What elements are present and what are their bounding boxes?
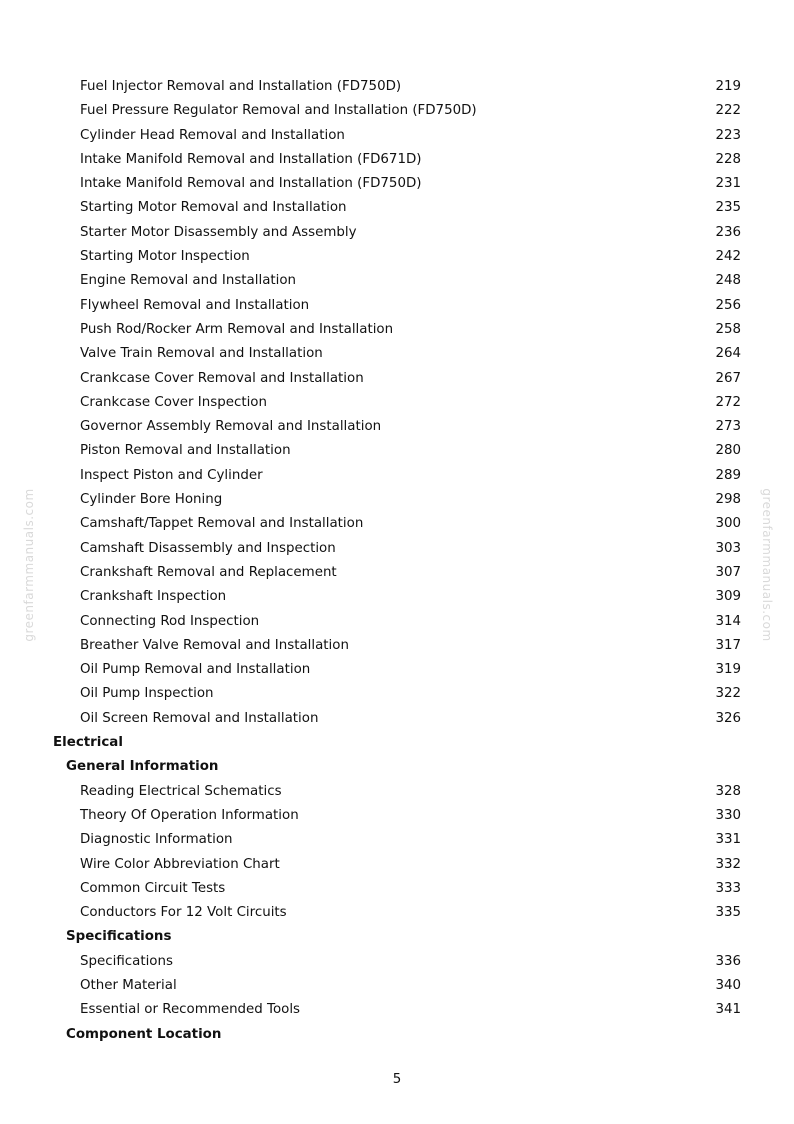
toc-entry-title: Reading Electrical Schematics — [80, 783, 282, 799]
toc-entry-page: 333 — [715, 880, 741, 896]
toc-entry-page: 336 — [715, 953, 741, 969]
toc-entry[interactable] — [0, 561, 794, 585]
toc-entry-page: 322 — [715, 686, 741, 702]
toc-entry-title: Crankshaft Removal and Replacement — [80, 564, 337, 580]
toc-entry[interactable] — [0, 124, 794, 148]
toc-entry[interactable] — [0, 342, 794, 366]
toc-entry-page: 267 — [715, 370, 741, 386]
toc-entry-title: Wire Color Abbreviation Chart — [80, 856, 280, 872]
toc-entry-title: Crankcase Cover Inspection — [80, 394, 267, 410]
toc-entry[interactable] — [0, 512, 794, 536]
toc-entry-page: 314 — [715, 613, 741, 629]
toc-entry-page: 273 — [715, 419, 741, 435]
toc-entry-title: Breather Valve Removal and Installation — [80, 637, 349, 653]
toc-entry-title: Specifications — [66, 929, 172, 945]
toc-entry-title: General Information — [66, 759, 219, 775]
toc-entry[interactable] — [0, 658, 794, 682]
toc-entry-page: 236 — [715, 224, 741, 240]
table-of-contents — [0, 75, 794, 1047]
toc-entry-title: Common Circuit Tests — [80, 880, 226, 896]
toc-entry[interactable] — [0, 901, 794, 925]
toc-entry-page: 340 — [715, 977, 741, 993]
toc-entry[interactable] — [0, 828, 794, 852]
toc-entry[interactable] — [0, 950, 794, 974]
toc-entry-page: 328 — [715, 783, 741, 799]
toc-entry[interactable] — [0, 780, 794, 804]
toc-entry-title: Camshaft/Tappet Removal and Installation — [80, 516, 364, 532]
toc-entry[interactable] — [0, 998, 794, 1022]
toc-entry-title: Starting Motor Inspection — [80, 249, 250, 265]
toc-entry[interactable] — [0, 269, 794, 293]
watermark-left: greenfarmmanuals.com — [22, 488, 36, 642]
toc-entry-title: Conductors For 12 Volt Circuits — [80, 905, 287, 921]
toc-entry-title: Other Material — [80, 977, 177, 993]
toc-entry-page: 228 — [715, 151, 741, 167]
toc-entry[interactable] — [0, 318, 794, 342]
toc-entry-page: 256 — [715, 297, 741, 313]
toc-entry-title: Cylinder Head Removal and Installation — [80, 127, 345, 143]
toc-entry-page: 300 — [715, 516, 741, 532]
toc-entry[interactable] — [0, 804, 794, 828]
toc-entry[interactable] — [0, 464, 794, 488]
toc-entry-title: Piston Removal and Installation — [80, 443, 291, 459]
toc-entry-page: 303 — [715, 540, 741, 556]
toc-entry[interactable] — [0, 294, 794, 318]
toc-entry[interactable] — [0, 99, 794, 123]
toc-entry-title: Push Rod/Rocker Arm Removal and Installation — [80, 321, 394, 337]
toc-entry-title: Governor Assembly Removal and Installation — [80, 419, 382, 435]
toc-entry-page: 242 — [715, 249, 741, 265]
toc-entry[interactable] — [0, 707, 794, 731]
toc-entry-page: 341 — [715, 1002, 741, 1018]
toc-entry-page: 222 — [715, 103, 741, 119]
watermark-right: greenfarmmanuals.com — [760, 488, 774, 642]
toc-entry[interactable] — [0, 853, 794, 877]
toc-entry-title: Camshaft Disassembly and Inspection — [80, 540, 336, 556]
toc-entry-page: 326 — [715, 710, 741, 726]
toc-entry-title: Oil Screen Removal and Installation — [80, 710, 319, 726]
toc-entry[interactable] — [0, 415, 794, 439]
toc-entry-page: 235 — [715, 200, 741, 216]
toc-subsection-heading[interactable] — [0, 1023, 794, 1047]
toc-entry-title: Intake Manifold Removal and Installation (FD671D) — [80, 151, 422, 167]
toc-entry-page: 248 — [715, 273, 741, 289]
toc-entry-page: 231 — [715, 176, 741, 192]
toc-entry-title: Flywheel Removal and Installation — [80, 297, 310, 313]
toc-entry[interactable] — [0, 245, 794, 269]
toc-entry[interactable] — [0, 172, 794, 196]
toc-entry[interactable] — [0, 221, 794, 245]
toc-entry-title: Inspect Piston and Cylinder — [80, 467, 263, 483]
toc-entry[interactable] — [0, 634, 794, 658]
toc-entry-title: Theory Of Operation Information — [80, 807, 299, 823]
toc-entry-title: Crankshaft Inspection — [80, 589, 227, 605]
toc-section-heading[interactable] — [0, 731, 794, 755]
toc-entry-page: 317 — [715, 637, 741, 653]
toc-entry-title: Crankcase Cover Removal and Installation — [80, 370, 364, 386]
toc-entry-page: 272 — [715, 394, 741, 410]
toc-entry[interactable] — [0, 682, 794, 706]
toc-entry[interactable] — [0, 439, 794, 463]
toc-entry-page: 335 — [715, 905, 741, 921]
toc-entry-title: Starter Motor Disassembly and Assembly — [80, 224, 357, 240]
toc-subsection-heading[interactable] — [0, 925, 794, 949]
toc-entry[interactable] — [0, 585, 794, 609]
toc-entry-title: Oil Pump Removal and Installation — [80, 662, 311, 678]
toc-entry-page: 298 — [715, 492, 741, 508]
toc-entry-title: Fuel Pressure Regulator Removal and Installation (FD750D) — [80, 103, 477, 119]
toc-entry-title: Specifications — [80, 953, 173, 969]
toc-entry-page: 264 — [715, 346, 741, 362]
toc-entry-page: 258 — [715, 321, 741, 337]
toc-entry-page: 331 — [715, 832, 741, 848]
toc-entry-page: 309 — [715, 589, 741, 605]
toc-entry[interactable] — [0, 148, 794, 172]
toc-entry-page: 219 — [715, 79, 741, 94]
toc-entry[interactable] — [0, 391, 794, 415]
toc-entry[interactable] — [0, 610, 794, 634]
toc-entry-title: Connecting Rod Inspection — [80, 613, 260, 629]
toc-entry-page: 223 — [715, 127, 741, 143]
page-number: 5 — [392, 1072, 402, 1087]
toc-entry[interactable] — [0, 537, 794, 561]
toc-entry-title: Cylinder Bore Honing — [80, 492, 223, 508]
toc-entry-title: Fuel Injector Removal and Installation (FD750D) — [80, 79, 402, 94]
toc-entry-page: 332 — [715, 856, 741, 872]
toc-entry-page: 280 — [715, 443, 741, 459]
toc-entry-title: Essential or Recommended Tools — [80, 1002, 301, 1018]
toc-entry[interactable] — [0, 367, 794, 391]
toc-entry-title: Oil Pump Inspection — [80, 686, 214, 702]
toc-entry-page: 289 — [715, 467, 741, 483]
toc-entry-title: Starting Motor Removal and Installation — [80, 200, 347, 216]
toc-subsection-heading[interactable] — [0, 755, 794, 779]
toc-entry-page: 307 — [715, 564, 741, 580]
toc-entry[interactable] — [0, 974, 794, 998]
toc-entry-title: Diagnostic Information — [80, 832, 233, 848]
toc-entry-page: 319 — [715, 662, 741, 678]
toc-entry[interactable] — [0, 488, 794, 512]
toc-entry-title: Electrical — [53, 735, 123, 751]
toc-entry[interactable] — [0, 877, 794, 901]
toc-entry-title: Valve Train Removal and Installation — [80, 346, 323, 362]
toc-entry-page: 330 — [715, 807, 741, 823]
toc-entry-title: Intake Manifold Removal and Installation (FD750D) — [80, 176, 422, 192]
toc-entry-title: Engine Removal and Installation — [80, 273, 297, 289]
toc-entry-title: Component Location — [66, 1026, 222, 1042]
toc-entry[interactable] — [0, 196, 794, 220]
toc-entry[interactable] — [0, 75, 794, 99]
